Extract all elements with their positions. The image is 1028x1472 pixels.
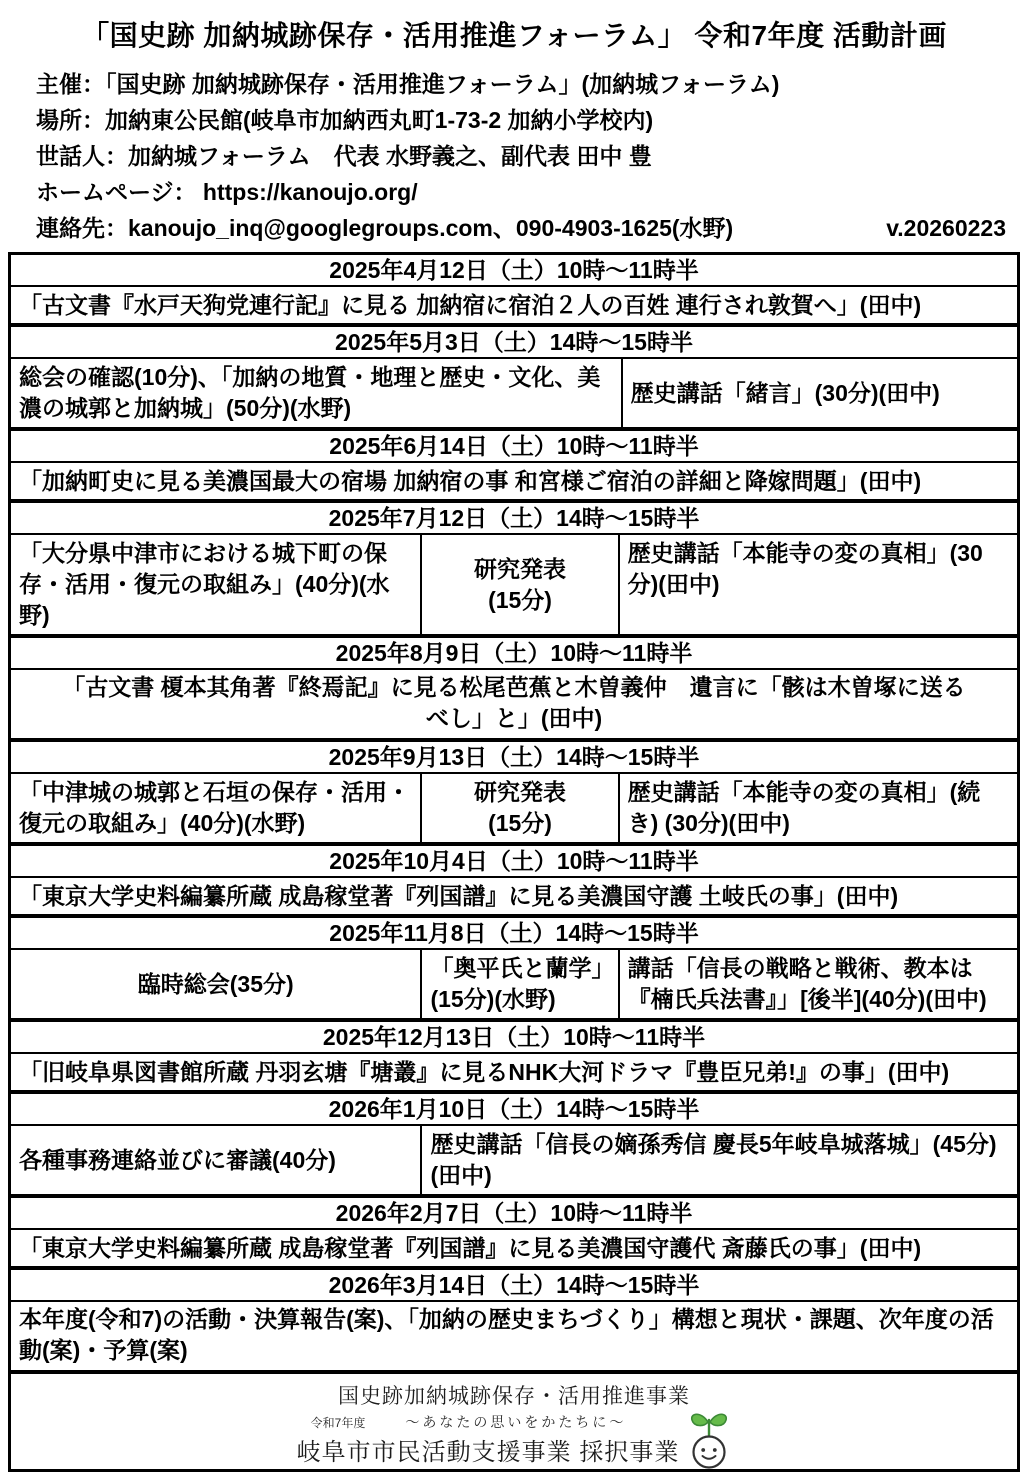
version-tag: v.20260223 xyxy=(886,215,1006,241)
content-row: 「加納町史に見る美濃国最大の宿場 加納宿の事 和宮様ご宿泊の詳細と降嫁問題」(田中) xyxy=(11,461,1017,499)
content-row xyxy=(11,533,1017,634)
date-row: 2026年3月14日（土）14時～15時半 xyxy=(11,1266,1017,1300)
content-cell: 研究発表 (15分) xyxy=(420,535,617,634)
content-cell: 「中津城の城郭と石垣の保存・活用・復元の取組み」(40分)(水野) xyxy=(19,779,410,836)
content-cell: 歴史講話「本能寺の変の真相」(続き) (30分)(田中) xyxy=(618,774,1017,842)
date-row: 2025年7月12日（土）14時～15時半 xyxy=(11,499,1017,533)
info-contact: 連絡先：kanoujo_inq@googlegroups.com、090-4903-1625(水野) xyxy=(36,215,734,241)
content-row xyxy=(11,948,1017,1018)
content-cell: 講話「信長の戦略と戦術、教本は『楠氏兵法書』」[後半](40分)(田中) xyxy=(618,950,1017,1018)
content-cell: 歴史講話「本能寺の変の真相」(30分)(田中) xyxy=(618,535,1017,634)
info-organizer: 主催：「国史跡 加納城跡保存・活用推進フォーラム」(加納城フォーラム) xyxy=(36,71,780,97)
date-row: 2025年11月8日（土）14時～15時半 xyxy=(11,914,1017,948)
info-block xyxy=(36,66,1028,246)
content-row xyxy=(11,772,1017,842)
info-contact-line xyxy=(36,210,1028,246)
content-cell: 「大分県中津市における城下町の保存・活用・復元の取組み」(40分)(水野) xyxy=(19,540,390,628)
content-cell: 各種事務連絡並びに審議(40分) xyxy=(19,1146,336,1173)
content-cell: 臨時総会(35分) xyxy=(137,970,294,997)
date-row: 2025年5月3日（土）14時～15時半 xyxy=(11,323,1017,357)
content-row xyxy=(11,1124,1017,1194)
content-row: 「古文書 榎本其角著『終焉記』に見る松尾芭蕉と木曽義仲 遺言に「骸は木曽塚に送るべし」と」(田中) xyxy=(11,668,1017,738)
footer-slogan: ～あなたの思いをかたちに～ xyxy=(405,1414,627,1430)
info-homepage: ホームページ： https://kanoujo.org/ xyxy=(36,179,418,205)
info-caretaker: 世話人：加納城フォーラム 代表 水野義之、副代表 田中 豊 xyxy=(36,143,652,169)
content-row: 「古文書『水戸天狗党連行記』に見る 加納宿に宿泊２人の百姓 連行され敦賀へ」(田中) xyxy=(11,285,1017,323)
footer-support-block xyxy=(11,1411,1017,1467)
content-row xyxy=(11,357,1017,427)
content-cell: 歴史講話「信長の嫡孫秀信 慶長5年岐阜城落城」(45分)(田中) xyxy=(420,1126,1017,1194)
date-row: 2026年1月10日（土）14時～15時半 xyxy=(11,1090,1017,1124)
content-cell: 総会の確認(10分)、「加納の地質・地理と歴史・文化、美濃の城郭と加納城」(50分)(水野) xyxy=(19,364,601,421)
content-cell: 研究発表 (15分) xyxy=(420,774,617,842)
page-title: 「国史跡 加納城跡保存・活用推進フォーラム」 令和7年度 活動計画 xyxy=(81,20,947,51)
content-row: 「旧岐阜県図書館所蔵 丹羽玄塘『塘叢』に見るNHK大河ドラマ『豊臣兄弟!』の事」(田中) xyxy=(11,1052,1017,1090)
content-cell: 歴史講話「緒言」(30分)(田中) xyxy=(621,359,1017,427)
content-row: 「東京大学史料編纂所蔵 成島稼堂著『列国譜』に見る美濃国守護代 斎藤氏の事」(田中) xyxy=(11,1228,1017,1266)
footer-support: 岐阜市市民活動支援事業 採択事業 xyxy=(296,1439,680,1466)
content-row: 「東京大学史料編纂所蔵 成島稼堂著『列国譜』に見る美濃国守護 土岐氏の事」(田中) xyxy=(11,876,1017,914)
content-row: 本年度(令和7)の活動・決算報告(案)、「加納の歴史まちづくり」構想と現状・課題、次年度の活動(案)・予算(案) xyxy=(11,1300,1017,1370)
date-row: 2025年8月9日（土）10時～11時半 xyxy=(11,634,1017,668)
footer-program: 国史跡加納城跡保存・活用推進事業 xyxy=(338,1385,690,1408)
date-row: 2025年9月13日（土）14時～15時半 xyxy=(11,738,1017,772)
content-cell: 「奥平氏と蘭学」(15分)(水野) xyxy=(420,950,617,1018)
date-row: 2025年12月13日（土）10時～11時半 xyxy=(11,1018,1017,1052)
info-place: 場所：加納東公民館(岐阜市加納西丸町1-73-2 加納小学校内) xyxy=(36,107,654,133)
schedule-table xyxy=(8,252,1020,1472)
date-row: 2025年4月12日（土）10時～11時半 xyxy=(329,257,699,283)
footer-year: 令和7年度 xyxy=(310,1416,366,1430)
date-row: 2025年6月14日（土）10時～11時半 xyxy=(11,427,1017,461)
date-row: 2025年10月4日（土）10時～11時半 xyxy=(11,842,1017,876)
date-row: 2026年2月7日（土）10時～11時半 xyxy=(11,1194,1017,1228)
